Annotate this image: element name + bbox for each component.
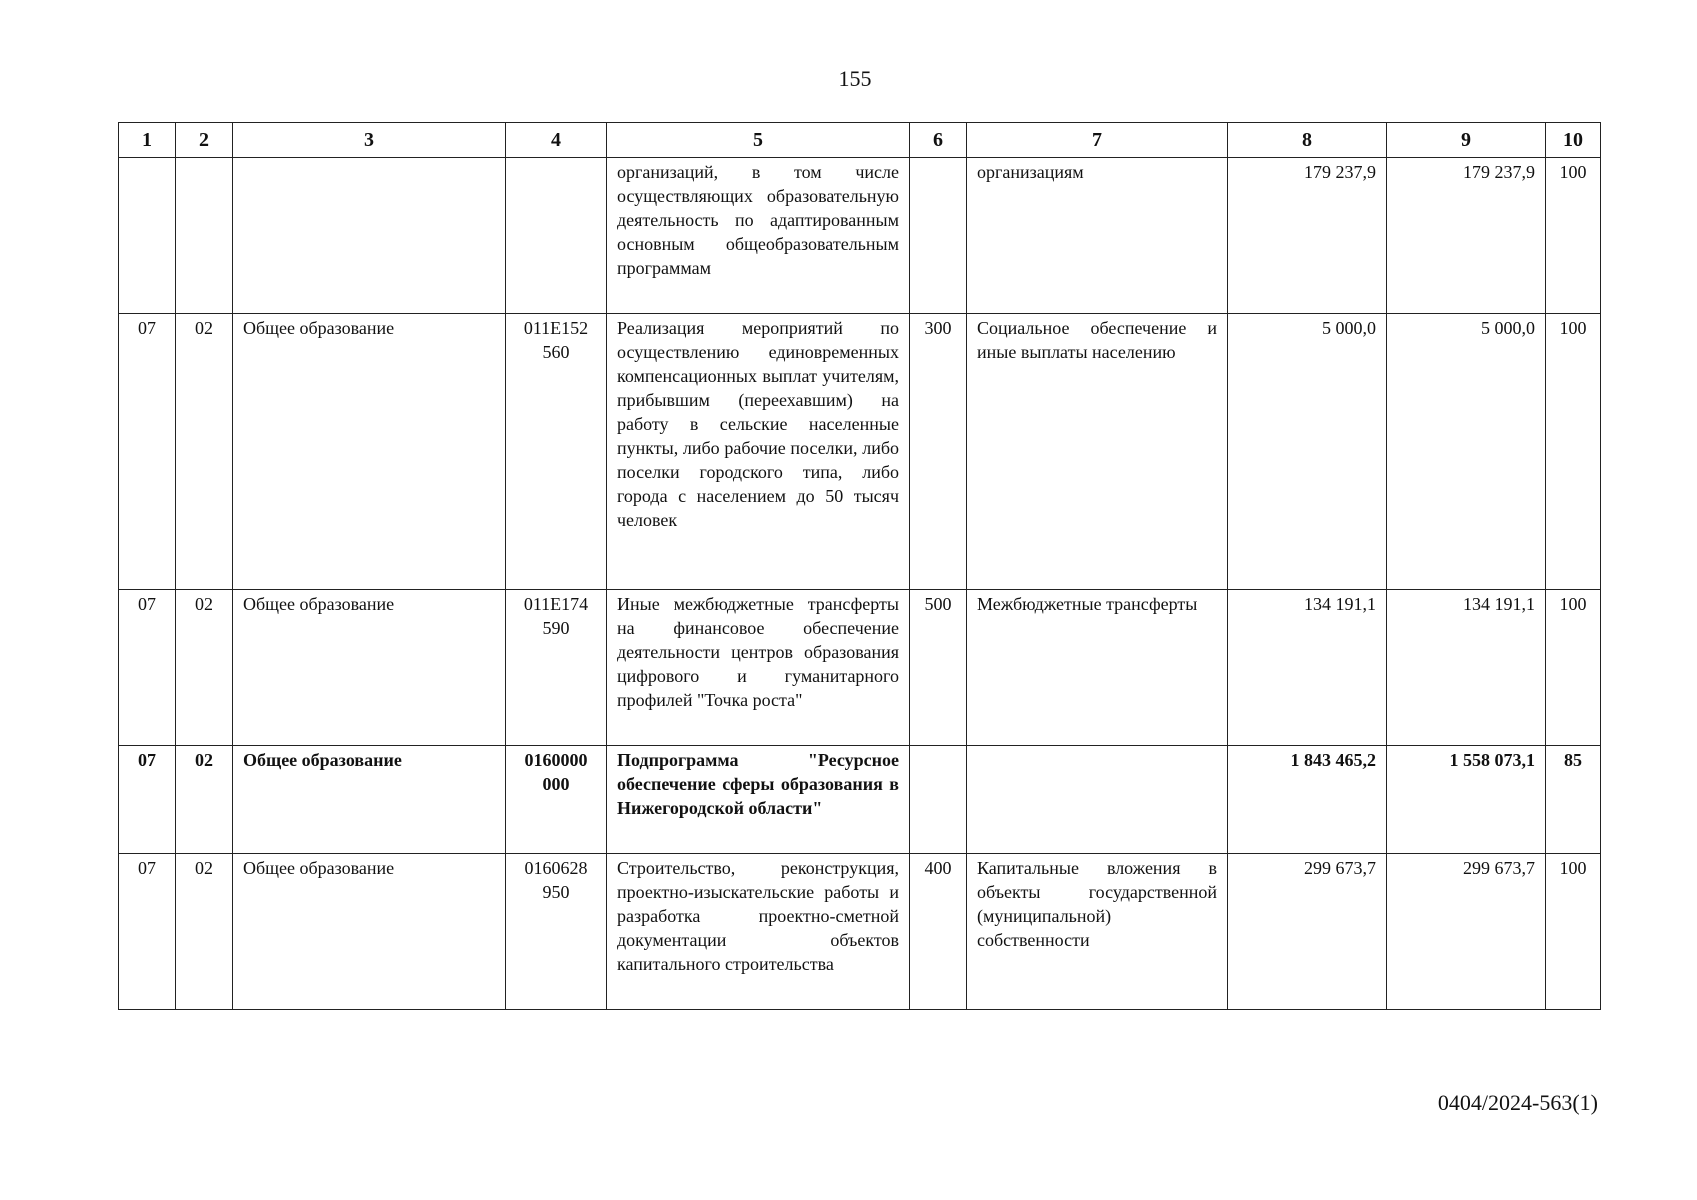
cell-target-code: 0160628 950 [506, 854, 607, 1010]
table-row-subtotal [119, 746, 1601, 854]
column-header: 2 [176, 123, 233, 158]
table-row [119, 314, 1601, 590]
cell-amount-planned: 179 237,9 [1228, 158, 1387, 314]
cell-section-name: Общее образование [233, 314, 506, 590]
cell-target-code: 0160000 000 [506, 746, 607, 854]
column-header: 1 [119, 123, 176, 158]
cell-expense-type: 500 [910, 590, 967, 746]
cell-percent: 100 [1546, 314, 1601, 590]
cell-expense-name [967, 746, 1228, 854]
cell-subsection: 02 [176, 590, 233, 746]
column-header: 6 [910, 123, 967, 158]
cell-amount-planned: 134 191,1 [1228, 590, 1387, 746]
cell-amount-planned: 299 673,7 [1228, 854, 1387, 1010]
cell-description: Иные межбюджетные трансферты на финансовое обеспечение деятельности центров образования цифрового и гуманитарного профилей "Точка роста" [607, 590, 910, 746]
cell-subsection: 02 [176, 746, 233, 854]
cell-subsection: 02 [176, 854, 233, 1010]
cell-amount-actual: 5 000,0 [1387, 314, 1546, 590]
budget-table [118, 122, 1601, 1010]
cell-amount-planned: 5 000,0 [1228, 314, 1387, 590]
column-header: 3 [233, 123, 506, 158]
cell-amount-actual: 179 237,9 [1387, 158, 1546, 314]
cell-expense-name: Межбюджетные трансферты [967, 590, 1228, 746]
cell-description: Реализация мероприятий по осуществлению единовременных компенсационных выплат учителям, прибывшим (переехавшим) на работу в сельские населенные пункты, либо рабочие поселки, либо поселки городского типа, либо города с населением до 50 тысяч человек [607, 314, 910, 590]
cell-section [119, 158, 176, 314]
cell-section-name: Общее образование [233, 854, 506, 1010]
document-number: 0404/2024-563(1) [1437, 1090, 1598, 1115]
cell-amount-actual: 299 673,7 [1387, 854, 1546, 1010]
table-row [119, 158, 1601, 314]
cell-description: организаций, в том числе осуществляющих образовательную деятельность по адаптированным основным общеобразовательным программам [607, 158, 910, 314]
cell-expense-name: организациям [967, 158, 1228, 314]
cell-target-code: 011Е152 560 [506, 314, 607, 590]
cell-section-name: Общее образование [233, 746, 506, 854]
header-row [119, 123, 1601, 158]
cell-target-code: 011Е174 590 [506, 590, 607, 746]
cell-percent: 100 [1546, 854, 1601, 1010]
cell-description: Подпрограмма "Ресурсное обеспечение сферы образования в Нижегородской области" [607, 746, 910, 854]
cell-expense-type [910, 746, 967, 854]
cell-expense-type: 300 [910, 314, 967, 590]
column-header: 5 [607, 123, 910, 158]
column-header: 4 [506, 123, 607, 158]
cell-section: 07 [119, 854, 176, 1010]
cell-section: 07 [119, 314, 176, 590]
cell-percent: 100 [1546, 590, 1601, 746]
column-header: 10 [1546, 123, 1601, 158]
cell-expense-name: Капитальные вложения в объекты государственной (муниципальной) собственности [967, 854, 1228, 1010]
column-header: 9 [1387, 123, 1546, 158]
page-number: 155 [838, 66, 872, 91]
cell-section: 07 [119, 590, 176, 746]
cell-section-name: Общее образование [233, 590, 506, 746]
cell-percent: 85 [1546, 746, 1601, 854]
table-row [119, 590, 1601, 746]
cell-percent: 100 [1546, 158, 1601, 314]
cell-amount-actual: 134 191,1 [1387, 590, 1546, 746]
cell-amount-planned: 1 843 465,2 [1228, 746, 1387, 854]
column-header: 8 [1228, 123, 1387, 158]
cell-expense-name: Социальное обеспечение и иные выплаты населению [967, 314, 1228, 590]
table-row [119, 854, 1601, 1010]
cell-subsection [176, 158, 233, 314]
column-header: 7 [967, 123, 1228, 158]
cell-section-name [233, 158, 506, 314]
cell-expense-type: 400 [910, 854, 967, 1010]
cell-description: Строительство, реконструкция, проектно-изыскательские работы и разработка проектно-сметной документации объектов капитального строительства [607, 854, 910, 1010]
cell-amount-actual: 1 558 073,1 [1387, 746, 1546, 854]
cell-target-code [506, 158, 607, 314]
cell-section: 07 [119, 746, 176, 854]
cell-subsection: 02 [176, 314, 233, 590]
cell-expense-type [910, 158, 967, 314]
